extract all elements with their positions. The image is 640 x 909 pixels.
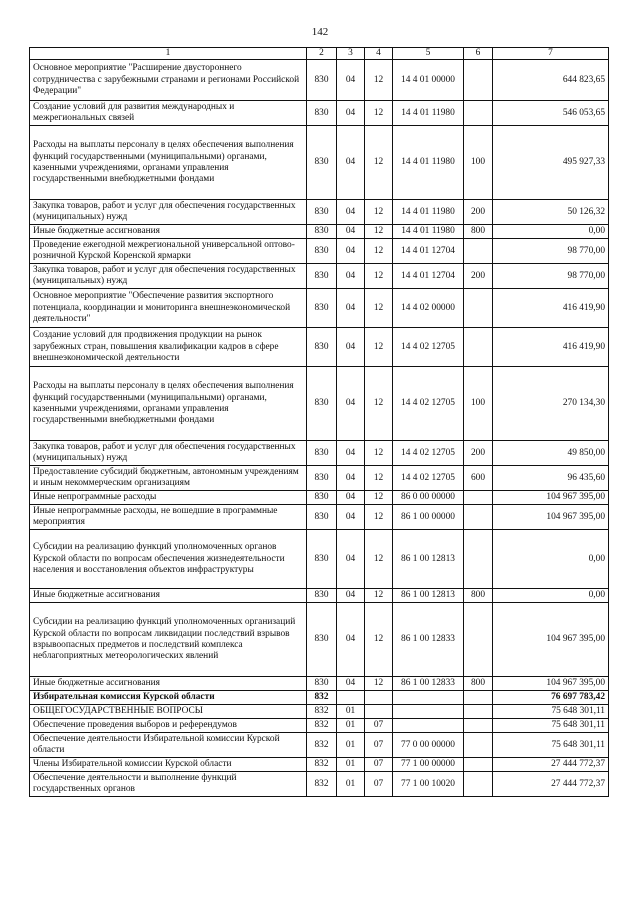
row-expense-type: 600 (464, 466, 493, 491)
row-section: 04 (337, 289, 365, 328)
row-expense-type: 800 (464, 589, 493, 603)
row-expense-type: 200 (464, 441, 493, 466)
row-target-article (393, 691, 464, 705)
row-subsection: 12 (365, 60, 393, 101)
row-section: 04 (337, 126, 365, 200)
row-subsection: 12 (365, 200, 393, 225)
row-target-article: 14 4 02 12705 (393, 466, 464, 491)
row-target-article: 14 4 01 11980 (393, 200, 464, 225)
table-row (30, 101, 609, 126)
row-grbs: 830 (307, 328, 337, 367)
row-grbs: 830 (307, 491, 337, 505)
row-amount: 75 648 301,11 (493, 719, 609, 733)
row-expense-type: 200 (464, 200, 493, 225)
row-grbs: 832 (307, 691, 337, 705)
row-amount: 644 823,65 (493, 60, 609, 101)
row-section: 04 (337, 491, 365, 505)
table-row (30, 441, 609, 466)
row-section: 04 (337, 264, 365, 289)
row-expense-type (464, 239, 493, 264)
row-section: 04 (337, 60, 365, 101)
row-expense-type (464, 505, 493, 530)
table-row (30, 466, 609, 491)
row-amount: 75 648 301,11 (493, 733, 609, 758)
row-target-article: 86 1 00 12833 (393, 603, 464, 677)
row-section: 04 (337, 466, 365, 491)
row-name: Создание условий для развития международных и межрегиональных связей (30, 101, 307, 126)
row-name: Обеспечение проведения выборов и референдумов (30, 719, 307, 733)
row-grbs: 832 (307, 758, 337, 772)
row-target-article: 14 4 01 00000 (393, 60, 464, 101)
row-section: 04 (337, 530, 365, 589)
row-grbs: 830 (307, 589, 337, 603)
row-subsection: 12 (365, 441, 393, 466)
row-subsection: 07 (365, 719, 393, 733)
row-amount: 98 770,00 (493, 239, 609, 264)
header-cell: 4 (365, 48, 393, 60)
row-section: 04 (337, 367, 365, 441)
row-section: 01 (337, 733, 365, 758)
budget-table (29, 47, 609, 797)
row-target-article: 14 4 02 12705 (393, 441, 464, 466)
row-grbs: 830 (307, 530, 337, 589)
row-section: 01 (337, 758, 365, 772)
table-row (30, 505, 609, 530)
table-row (30, 733, 609, 758)
row-expense-type: 800 (464, 677, 493, 691)
table-row (30, 705, 609, 719)
row-grbs: 830 (307, 677, 337, 691)
row-target-article: 86 1 00 12813 (393, 530, 464, 589)
row-expense-type (464, 691, 493, 705)
row-name: Субсидии на реализацию функций уполномоченных организаций Курской области по вопросам ликвидации последствий взрывов взрывоопасных предметов и последствий комплекса неблагоприятных метеорологических явлений (30, 603, 307, 677)
row-expense-type (464, 60, 493, 101)
table-row (30, 239, 609, 264)
table-row (30, 491, 609, 505)
row-subsection: 12 (365, 367, 393, 441)
header-cell: 6 (464, 48, 493, 60)
row-subsection: 07 (365, 733, 393, 758)
row-grbs: 830 (307, 264, 337, 289)
row-target-article (393, 719, 464, 733)
row-name: Закупка товаров, работ и услуг для обеспечения государственных (муниципальных) нужд (30, 441, 307, 466)
row-name: Основное мероприятие "Расширение двустороннего сотрудничества с зарубежными странами и регионами Российской Федерации" (30, 60, 307, 101)
row-grbs: 832 (307, 705, 337, 719)
row-name: Избирательная комиссия Курской области (30, 691, 307, 705)
row-amount: 0,00 (493, 530, 609, 589)
table-row (30, 589, 609, 603)
row-target-article: 14 4 01 11980 (393, 225, 464, 239)
row-amount: 76 697 783,42 (493, 691, 609, 705)
row-target-article: 14 4 01 11980 (393, 126, 464, 200)
row-section: 04 (337, 603, 365, 677)
row-amount: 104 967 395,00 (493, 677, 609, 691)
row-subsection: 12 (365, 466, 393, 491)
row-section: 04 (337, 225, 365, 239)
row-target-article: 77 0 00 00000 (393, 733, 464, 758)
row-subsection: 12 (365, 328, 393, 367)
table-row (30, 60, 609, 101)
row-grbs: 830 (307, 101, 337, 126)
row-target-article: 14 4 02 12705 (393, 367, 464, 441)
row-target-article: 14 4 02 12705 (393, 328, 464, 367)
row-grbs: 830 (307, 603, 337, 677)
header-row (30, 48, 609, 60)
table-row (30, 126, 609, 200)
row-target-article: 14 4 02 00000 (393, 289, 464, 328)
row-expense-type (464, 705, 493, 719)
row-subsection: 12 (365, 264, 393, 289)
row-section: 01 (337, 705, 365, 719)
row-expense-type (464, 101, 493, 126)
row-amount: 27 444 772,37 (493, 758, 609, 772)
row-section: 01 (337, 719, 365, 733)
row-grbs: 830 (307, 367, 337, 441)
table-row (30, 691, 609, 705)
row-section: 04 (337, 200, 365, 225)
table-row (30, 677, 609, 691)
row-grbs: 830 (307, 441, 337, 466)
row-grbs: 832 (307, 772, 337, 797)
row-grbs: 830 (307, 289, 337, 328)
row-expense-type (464, 289, 493, 328)
row-name: Обеспечение деятельности Избирательной комиссии Курской области (30, 733, 307, 758)
table-row (30, 758, 609, 772)
row-name: Основное мероприятие "Обеспечение развития экспортного потенциала, координации и мониторинга внешнеэкономической деятельности" (30, 289, 307, 328)
row-target-article: 77 1 00 00000 (393, 758, 464, 772)
row-amount: 104 967 395,00 (493, 505, 609, 530)
row-amount: 49 850,00 (493, 441, 609, 466)
row-grbs: 830 (307, 126, 337, 200)
row-name: Иные непрограммные расходы, не вошедшие в программные мероприятия (30, 505, 307, 530)
row-name: Предоставление субсидий бюджетным, автономным учреждениям и иным некоммерческим организациям (30, 466, 307, 491)
table-row (30, 772, 609, 797)
row-grbs: 832 (307, 719, 337, 733)
table-row (30, 264, 609, 289)
row-subsection: 12 (365, 603, 393, 677)
row-subsection (365, 705, 393, 719)
row-name: Иные бюджетные ассигнования (30, 225, 307, 239)
row-subsection: 12 (365, 289, 393, 328)
row-amount: 75 648 301,11 (493, 705, 609, 719)
row-expense-type: 100 (464, 126, 493, 200)
header-cell: 7 (493, 48, 609, 60)
table-row (30, 530, 609, 589)
row-amount: 96 435,60 (493, 466, 609, 491)
row-section: 04 (337, 101, 365, 126)
table-row (30, 200, 609, 225)
row-section: 04 (337, 589, 365, 603)
row-amount: 416 419,90 (493, 289, 609, 328)
row-section (337, 691, 365, 705)
table-row (30, 328, 609, 367)
row-target-article: 14 4 01 11980 (393, 101, 464, 126)
row-name: ОБЩЕГОСУДАРСТВЕННЫЕ ВОПРОСЫ (30, 705, 307, 719)
table-row (30, 289, 609, 328)
row-grbs: 830 (307, 466, 337, 491)
row-name: Закупка товаров, работ и услуг для обеспечения государственных (муниципальных) нужд (30, 264, 307, 289)
row-section: 04 (337, 677, 365, 691)
row-amount: 495 927,33 (493, 126, 609, 200)
row-name: Члены Избирательной комиссии Курской области (30, 758, 307, 772)
row-subsection: 12 (365, 101, 393, 126)
header-cell: 2 (307, 48, 337, 60)
row-section: 04 (337, 239, 365, 264)
table-row (30, 367, 609, 441)
row-amount: 104 967 395,00 (493, 491, 609, 505)
row-expense-type: 200 (464, 264, 493, 289)
row-target-article: 77 1 00 10020 (393, 772, 464, 797)
row-name: Иные бюджетные ассигнования (30, 677, 307, 691)
row-grbs: 830 (307, 505, 337, 530)
header-cell: 5 (393, 48, 464, 60)
table-row (30, 225, 609, 239)
row-subsection: 12 (365, 126, 393, 200)
row-expense-type (464, 733, 493, 758)
row-subsection: 12 (365, 505, 393, 530)
row-name: Субсидии на реализацию функций уполномоченных органов Курской области по вопросам обеспечения жизнедеятельности населения и восстановления объектов инфраструктуры (30, 530, 307, 589)
row-subsection: 12 (365, 677, 393, 691)
row-expense-type (464, 719, 493, 733)
row-expense-type: 100 (464, 367, 493, 441)
row-section: 01 (337, 772, 365, 797)
row-grbs: 832 (307, 733, 337, 758)
row-amount: 104 967 395,00 (493, 603, 609, 677)
row-expense-type (464, 603, 493, 677)
row-expense-type (464, 530, 493, 589)
row-expense-type (464, 491, 493, 505)
row-amount: 50 126,32 (493, 200, 609, 225)
row-amount: 0,00 (493, 225, 609, 239)
row-amount: 416 419,90 (493, 328, 609, 367)
row-grbs: 830 (307, 239, 337, 264)
table-row (30, 719, 609, 733)
header-cell: 3 (337, 48, 365, 60)
row-name: Проведение ежегодной межрегиональной универсальной оптово-розничной Курской Коренской ярмарки (30, 239, 307, 264)
row-section: 04 (337, 441, 365, 466)
row-section: 04 (337, 328, 365, 367)
row-subsection: 12 (365, 239, 393, 264)
row-subsection: 07 (365, 772, 393, 797)
row-subsection: 07 (365, 758, 393, 772)
row-amount: 0,00 (493, 589, 609, 603)
row-name: Создание условий для продвижения продукции на рынок зарубежных стран, повышения квалификации кадров в сфере внешнеэкономической деятельности (30, 328, 307, 367)
row-amount: 98 770,00 (493, 264, 609, 289)
row-grbs: 830 (307, 225, 337, 239)
row-name: Расходы на выплаты персоналу в целях обеспечения выполнения функций государственными (муниципальными) органами, казенными учреждениями, органами управления государственными внебюджетными фондами (30, 367, 307, 441)
row-section: 04 (337, 505, 365, 530)
row-name: Расходы на выплаты персоналу в целях обеспечения выполнения функций государственными (муниципальными) органами, казенными учреждениями, органами управления государственными внебюджетными фондами (30, 126, 307, 200)
row-name: Закупка товаров, работ и услуг для обеспечения государственных (муниципальных) нужд (30, 200, 307, 225)
row-expense-type: 800 (464, 225, 493, 239)
row-target-article: 86 1 00 00000 (393, 505, 464, 530)
row-subsection: 12 (365, 225, 393, 239)
row-subsection: 12 (365, 491, 393, 505)
row-target-article: 86 0 00 00000 (393, 491, 464, 505)
row-expense-type (464, 772, 493, 797)
row-expense-type (464, 758, 493, 772)
row-grbs: 830 (307, 60, 337, 101)
row-subsection: 12 (365, 530, 393, 589)
header-cell: 1 (30, 48, 307, 60)
row-target-article: 14 4 01 12704 (393, 264, 464, 289)
row-target-article: 14 4 01 12704 (393, 239, 464, 264)
page-number: 142 (311, 26, 329, 38)
row-subsection (365, 691, 393, 705)
row-subsection: 12 (365, 589, 393, 603)
table-row (30, 603, 609, 677)
row-amount: 546 053,65 (493, 101, 609, 126)
row-amount: 270 134,30 (493, 367, 609, 441)
row-amount: 27 444 772,37 (493, 772, 609, 797)
row-grbs: 830 (307, 200, 337, 225)
row-target-article: 86 1 00 12833 (393, 677, 464, 691)
row-expense-type (464, 328, 493, 367)
row-name: Обеспечение деятельности и выполнение функций государственных органов (30, 772, 307, 797)
row-target-article (393, 705, 464, 719)
row-name: Иные непрограммные расходы (30, 491, 307, 505)
row-target-article: 86 1 00 12813 (393, 589, 464, 603)
row-name: Иные бюджетные ассигнования (30, 589, 307, 603)
